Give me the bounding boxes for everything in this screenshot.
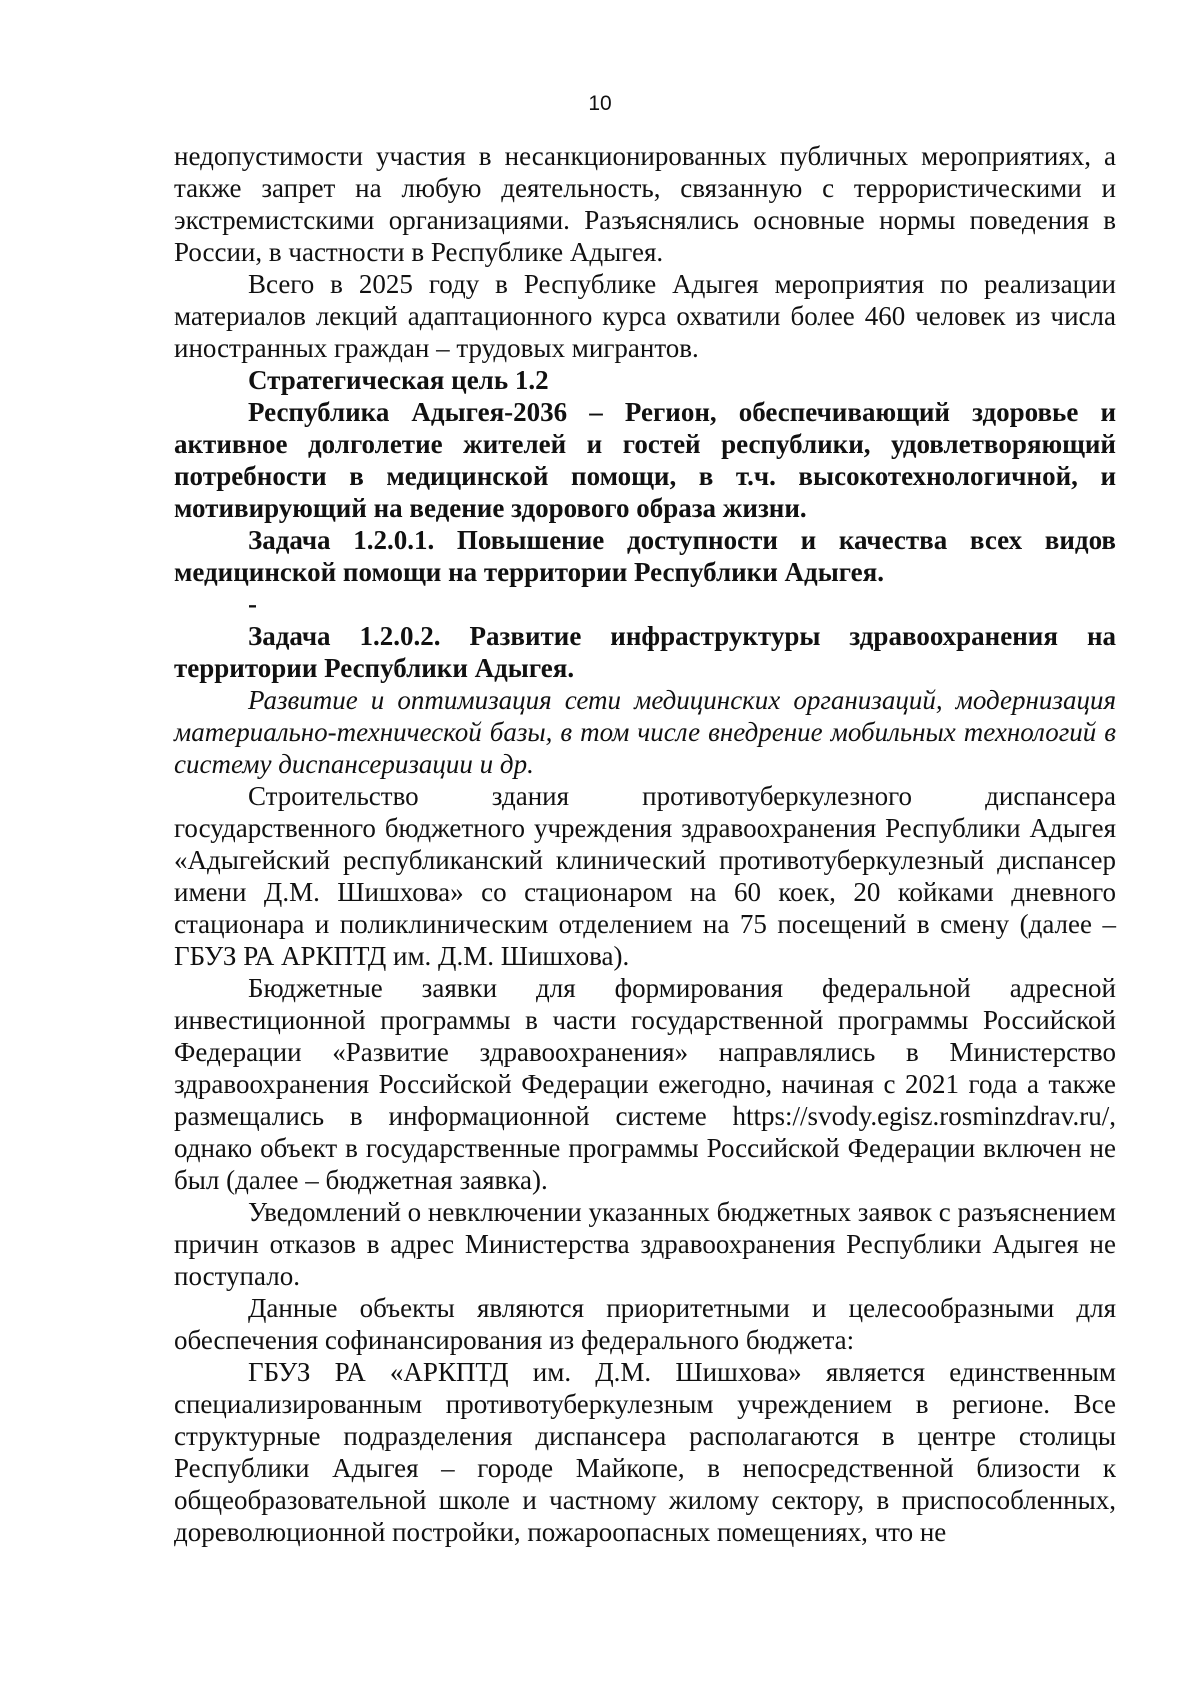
italic-description: Развитие и оптимизация сети медицинских организаций, модернизация материально-технической базы, в том числе внедрение мобильных технологий в систему диспансеризации и др. <box>174 685 1116 779</box>
paragraph-construction: Строительство здания противотуберкулезного диспансера государственного бюджетного учреждения здравоохранения Республики Адыгея «Адыгейский республиканский клинический противотуберкулезный диспансер имени Д.М. Шишхова» со стационаром на 60 коек, 20 койками дневного стационара и поликлиническим отделением на 75 посещений в смену (далее – ГБУЗ РА АРКПТД им. Д.М. Шишхова). <box>174 781 1116 971</box>
paragraph-budget-requests: Бюджетные заявки для формирования федеральной адресной инвестиционной программы в части государственной программы Российской Федерации «Развитие здравоохранения» направлялись в Министерство здравоохранения Российской Федерации ежегодно, начиная с 2021 года а также размещались в информационной системе https://svody.egisz.rosminzdrav.ru/, однако объект в государственные программы Российской Федерации включен не был (далее – бюджетная заявка). <box>174 973 1116 1195</box>
paragraph-dispensary-location: ГБУЗ РА «АРКПТД им. Д.М. Шишхова» является единственным специализированным противотуберкулезным учреждением в регионе. Все структурные подразделения диспансера располагаются в центре столицы Республики Адыгея – городе Майкопе, в непосредственной близости к общеобразовательной школе и частному жилому сектору, в приспособленных, дореволюционной постройки, пожароопасных помещениях, что не <box>174 1357 1116 1547</box>
strategic-goal-heading: Стратегическая цель 1.2 <box>248 365 549 395</box>
page-number: 10 <box>588 92 612 115</box>
paragraph-migrants-coverage: Всего в 2025 году в Республике Адыгея мероприятия по реализации материалов лекций адаптационного курса охватили более 460 человек из числа иностранных граждан – трудовых мигрантов. <box>174 269 1116 363</box>
dash-marker: - <box>248 589 257 619</box>
task-1-2-0-1: Задача 1.2.0.1. Повышение доступности и качества всех видов медицинской помощи на территории Республики Адыгея. <box>174 525 1116 587</box>
strategic-goal-text: Республика Адыгея-2036 – Регион, обеспечивающий здоровье и активное долголетие жителей и гостей республики, удовлетворяющий потребности в медицинской помощи, в т.ч. высокотехнологичной, и мотивирующий на ведение здорового образа жизни. <box>174 397 1116 523</box>
document-body <box>174 140 1116 1548</box>
paragraph-continuation: недопустимости участия в несанкционированных публичных мероприятиях, а также запрет на любую деятельность, связанную с террористическими и экстремистскими организациями. Разъяснялись основные нормы поведения в России, в частности в Республике Адыгея. <box>174 141 1116 267</box>
task-1-2-0-2: Задача 1.2.0.2. Развитие инфраструктуры здравоохранения на территории Республики Адыгея. <box>174 621 1116 683</box>
paragraph-notifications: Уведомлений о невключении указанных бюджетных заявок с разъяснением причин отказов в адрес Министерства здравоохранения Республики Адыгея не поступало. <box>174 1197 1116 1291</box>
paragraph-priority-objects: Данные объекты являются приоритетными и целесообразными для обеспечения софинансирования из федерального бюджета: <box>174 1293 1116 1355</box>
